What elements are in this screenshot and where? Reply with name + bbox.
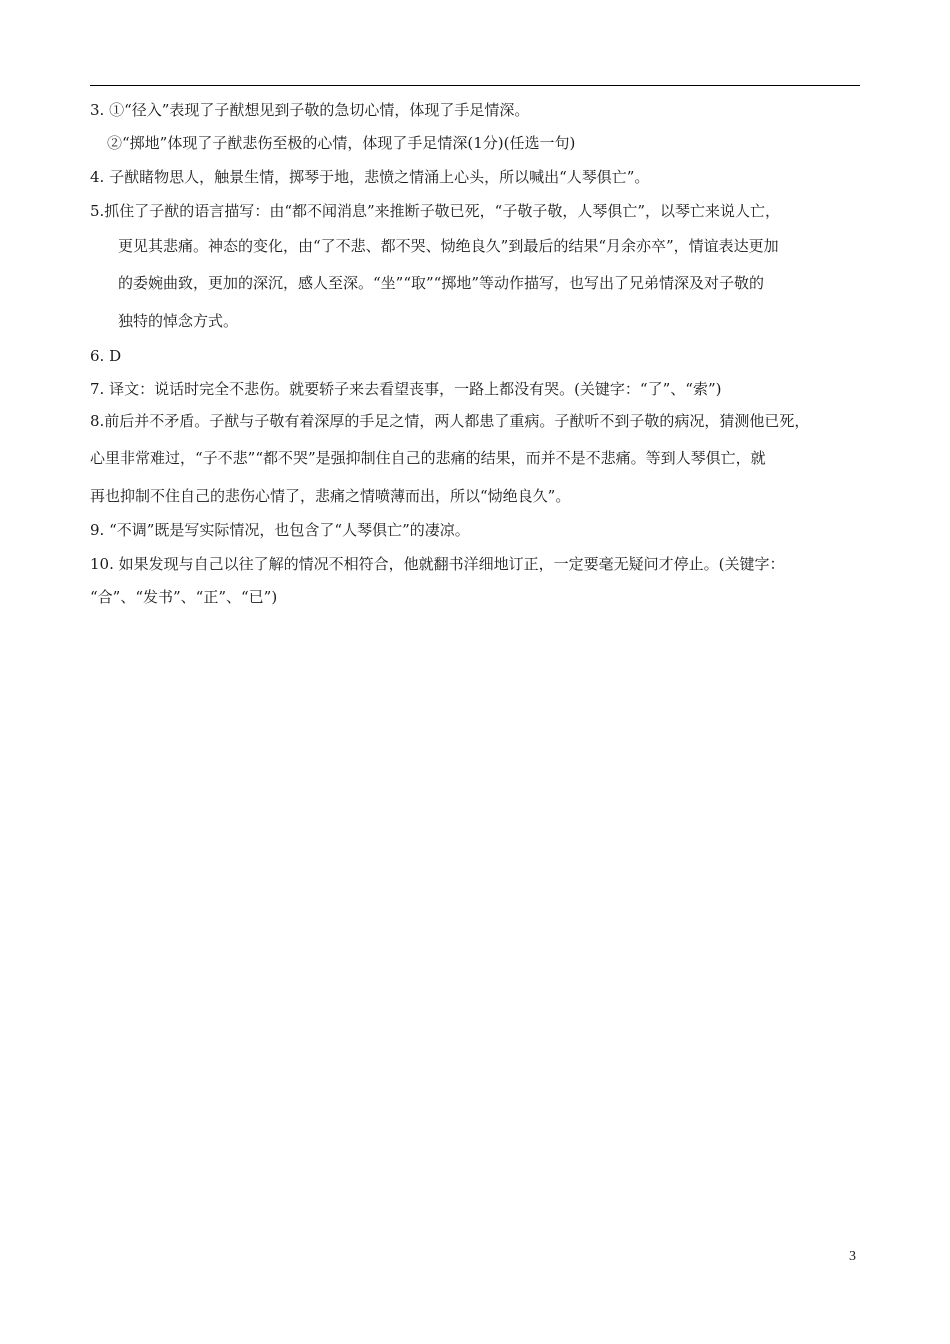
answer-5-line-2: 更见其悲痛。神态的变化，由“了不悲、都不哭、恸绝良久”到最后的结果“月余亦卒”，情谊表达更加: [118, 237, 779, 255]
answer-8-line-3: 再也抑制不住自己的悲伤心情了，悲痛之情喷薄而出，所以“恸绝良久”。: [90, 487, 571, 505]
page-number: 3: [849, 1249, 856, 1264]
answer-8-line-2: 心里非常难过，“子不悲”“都不哭”是强抑制住自己的悲痛的结果，而并不是不悲痛。等到人琴俱亡，就: [90, 449, 766, 467]
answer-5-line-1: 5.抓住了子猷的语言描写：由“都不闻消息”来推断子敬已死，“子敬子敬，人琴俱亡”，以琴亡来说人亡，: [90, 202, 780, 220]
answer-10-line-1: 10. 如果发现与自己以往了解的情况不相符合，他就翻书洋细地订正，一定要毫无疑问才停止。(关键字：: [90, 555, 785, 573]
answer-3-line-1: 3. ①“径入”表现了子猷想见到子敬的急切心情，体现了手足情深。: [90, 101, 530, 119]
answer-5-line-4: 独特的悼念方式。: [118, 312, 239, 330]
answer-5-line-3: 的委婉曲致，更加的深沉，感人至深。“坐”“取”“掷地”等动作描写，也写出了兄弟情深及对子敬的: [118, 274, 765, 292]
answer-4: 4. 子猷睹物思人，触景生情，掷琴于地，悲愤之情涌上心头，所以喊出“人琴俱亡”。: [90, 168, 650, 186]
header-rule: [90, 85, 860, 86]
answer-7: 7. 译文：说话时完全不悲伤。就要轿子来去看望丧事，一路上都没有哭。(关键字：“了”、“索”): [90, 380, 722, 398]
answer-9: 9. “不调”既是写实际情况，也包含了“人琴俱亡”的凄凉。: [90, 521, 470, 539]
answer-8-line-1: 8.前后并不矛盾。子猷与子敬有着深厚的手足之情，两人都患了重病。子猷听不到子敬的病况，猜测他已死，: [90, 412, 810, 430]
answer-3-line-2: ②“掷地”体现了子猷悲伤至极的心情，体现了手足情深(1分)(任选一句): [107, 134, 576, 152]
answer-10-line-2: “合”、“发书”、“正”、“已”): [90, 588, 278, 606]
answer-6: 6. D: [90, 347, 122, 365]
